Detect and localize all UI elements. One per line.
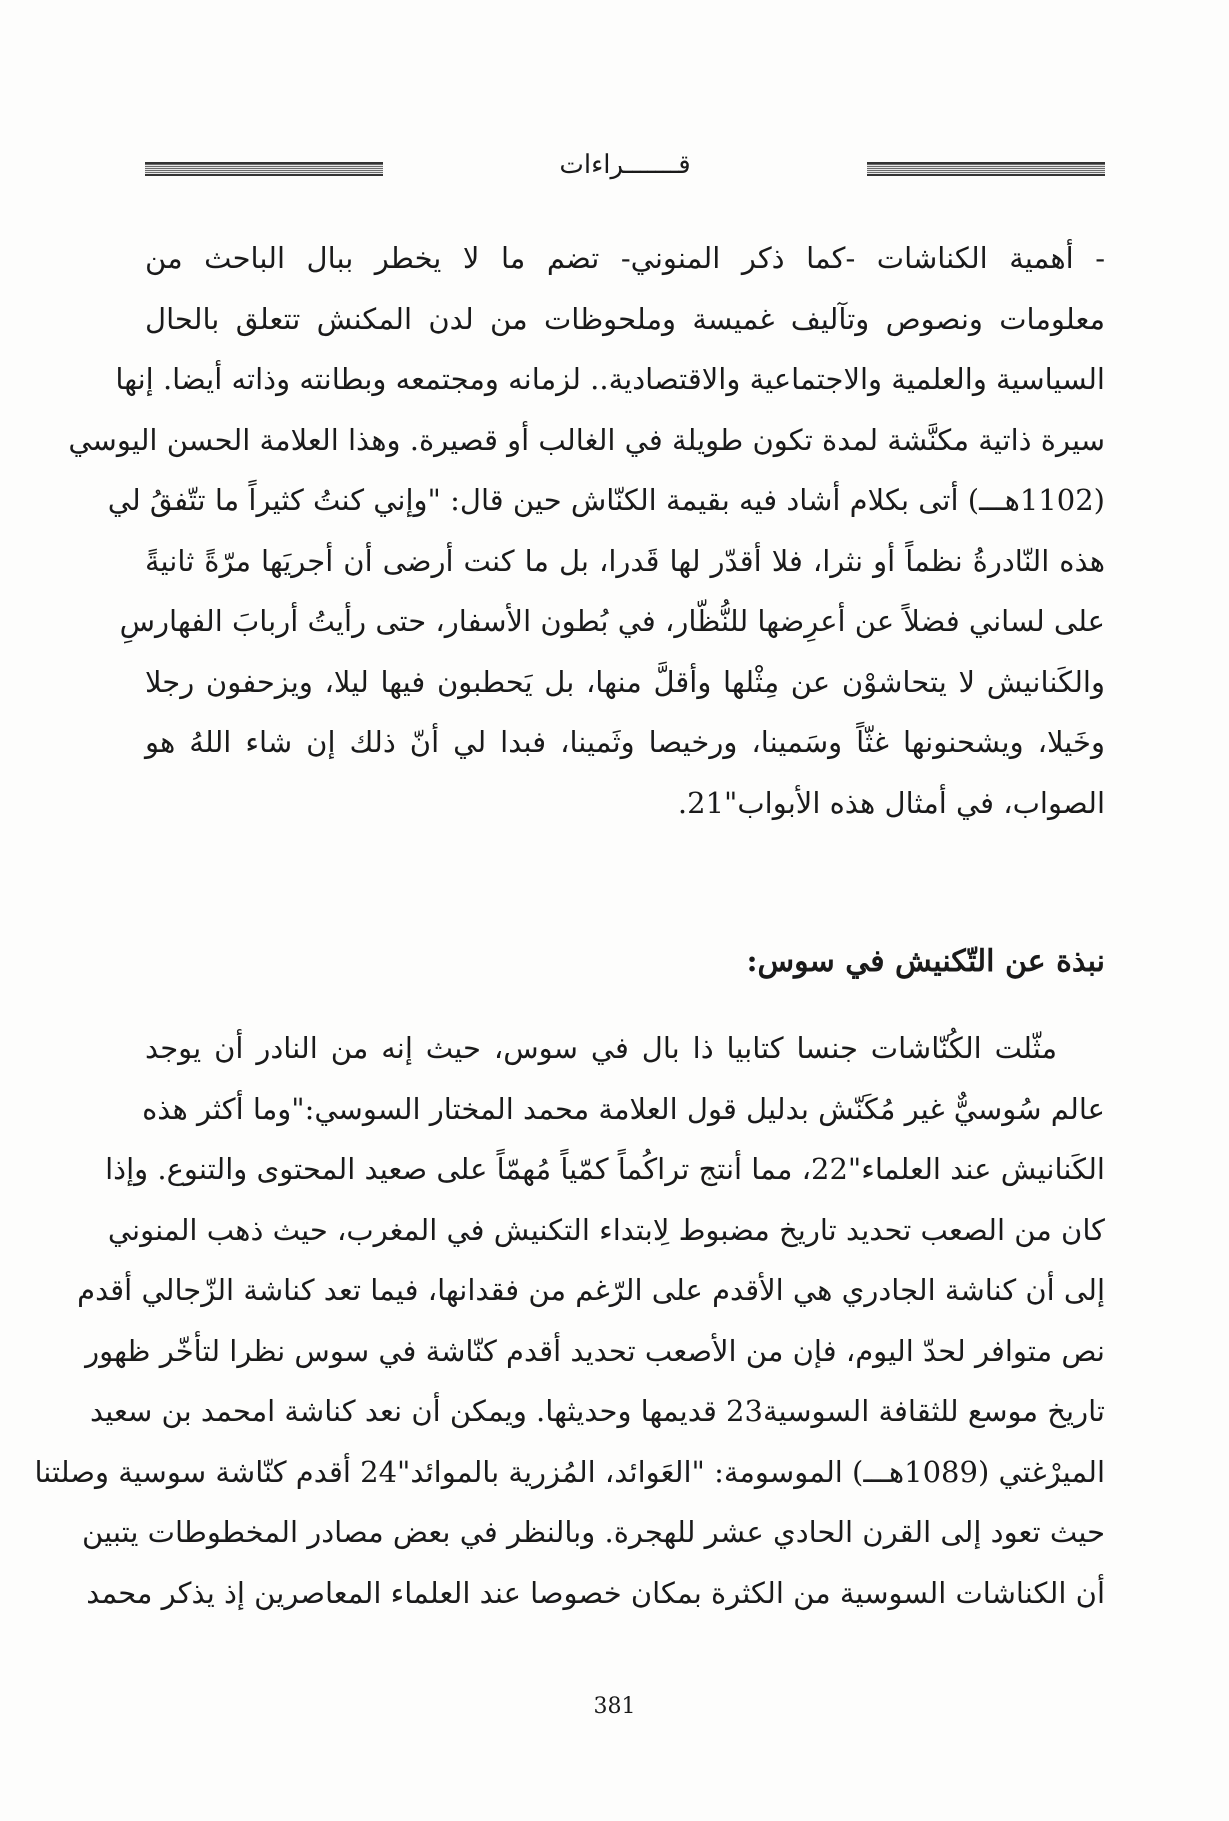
text-line: والكَنانيش لا يتحاشوْن عن مِثْلها وأقلَّ منها، بل يَحطبون فيها ليلا، ويزحفون رجلا — [145, 664, 1105, 699]
text-line: أن الكناشات السوسية من الكثرة بمكان خصوصا عند العلماء المعاصرين إذ يذكر محمد — [86, 1575, 1105, 1610]
section-heading: نبذة عن التّكنيش في سوس: — [746, 944, 1105, 979]
text-line: الميرْغتي (1089هـــ) الموسومة: "العَوائد، المُزرية بالموائد"24 أقدم كنّاشة سوسية وصلتنا — [34, 1454, 1105, 1489]
running-header — [145, 148, 1105, 188]
text-line: السياسية والعلمية والاجتماعية والاقتصادية.. لزمانه ومجتمعه وبطانته وذاته أيضا. إنها — [115, 362, 1105, 396]
text-line: نص متوافر لحدّ اليوم، فإن من الأصعب تحديد أقدم كنّاشة في سوس نظرا لتأخّر ظهور — [85, 1333, 1105, 1368]
text-line: على لساني فضلاً عن أعرِضها للنُّظّار، في بُطون الأسفار، حتى رأيتُ أربابَ الفهارسِ — [119, 604, 1105, 638]
paragraph-importance-of-kunnash — [68, 228, 1105, 833]
text-line: (1102هـــ) أتى بكلام أشاد فيه بقيمة الكنّاش حين قال: "وإني كنتُ كثيراً ما تتّفقُ لي — [107, 483, 1105, 517]
running-title: قـــــــراءات — [559, 150, 691, 180]
text-line: هذه النّادرةُ نظماً أو نثرا، فلا أقدّر لها قَدرا، بل ما كنت أرضى أن أجريَها مرّةً ثانيةً — [145, 543, 1105, 578]
paragraph-tiknish-in-sous — [34, 1018, 1105, 1623]
text-line: عالم سُوسيٌّ غير مُكَنّش بدليل قول العلامة محمد المختار السوسي:"وما أكثر هذه — [142, 1091, 1105, 1126]
text-line: وخَيلا، ويشحنونها غثّاً وسَمينا، ورخيصا وثَمينا، فبدا لي أنّ ذلك إن شاء اللهُ هو — [145, 725, 1105, 759]
text-line: إلى أن كناشة الجادري هي الأقدم على الرّغم من فقدانها، فيما تعد كناشة الزّجالي أقدم — [77, 1273, 1105, 1307]
text-line: تاريخ موسع للثقافة السوسية23 قديمها وحديثها. ويمكن أن نعد كناشة امحمد بن سعيد — [90, 1394, 1105, 1428]
text-line: مثّلت الكُنّاشات جنسا كتابيا ذا بال في سوس، حيث إنه من النادر أن يوجد — [145, 1031, 1057, 1065]
text-line: معلومات ونصوص وتآليف غميسة وملحوظات من لدن المكنش تتعلق بالحال — [145, 301, 1105, 336]
text-line: - أهمية الكناشات -كما ذكر المنوني- تضم ما لا يخطر ببال الباحث من — [145, 241, 1105, 275]
text-line: الصواب، في أمثال هذه الأبواب"21. — [677, 785, 1105, 820]
page-number: 381 — [593, 1694, 636, 1719]
text-line: الكَنانيش عند العلماء"22، مما أنتج تراكُماً كمّياً مُهمّاً على صعيد المحتوى والتنوع. وإذا — [105, 1152, 1105, 1186]
text-line: كان من الصعب تحديد تاريخ مضبوط لِابتداء التكنيش في المغرب، حيث ذهب المنوني — [107, 1212, 1105, 1247]
header-rule-right — [867, 162, 1105, 176]
text-line: حيث تعود إلى القرن الحادي عشر للهجرة. وبالنظر في بعض مصادر المخطوطات يتبين — [82, 1515, 1105, 1549]
text-line: سيرة ذاتية مكنَّشة لمدة تكون طويلة في الغالب أو قصيرة. وهذا العلامة الحسن اليوسي — [68, 422, 1105, 457]
